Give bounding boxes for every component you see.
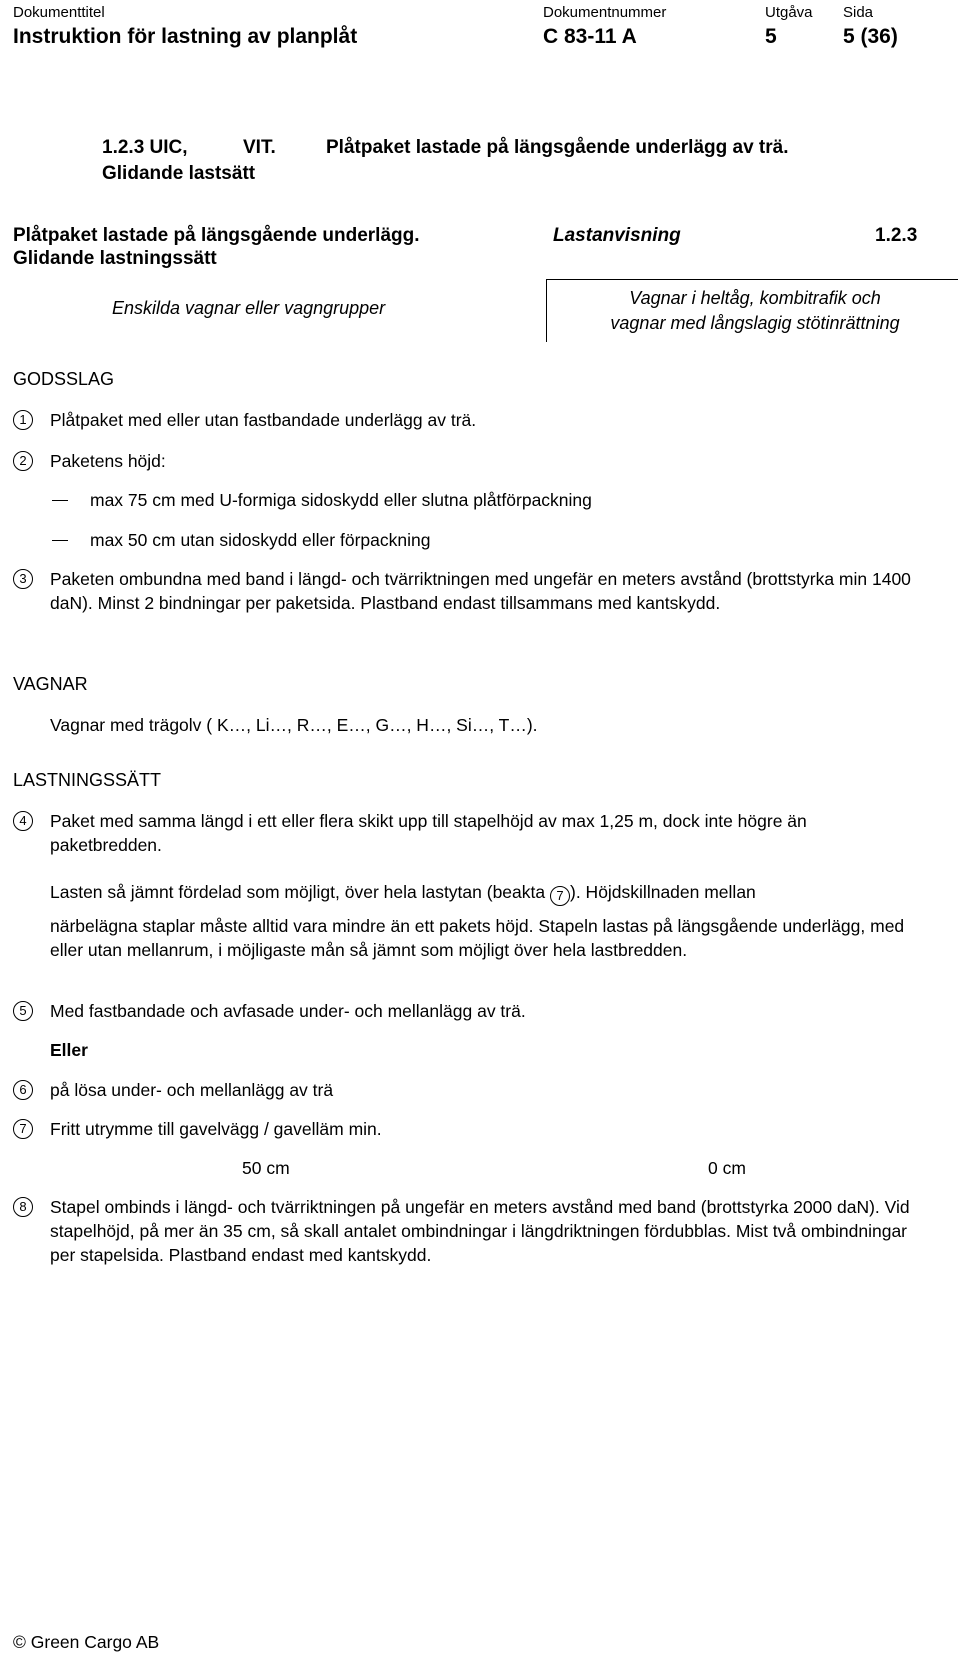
eller-label: Eller (50, 1040, 88, 1060)
item-number-1: 1 (13, 410, 33, 430)
doc-number: C 83-11 A (543, 25, 637, 48)
page-label: Sida (843, 4, 874, 21)
column-divider-vertical (546, 279, 547, 342)
item-number-8: 8 (13, 1197, 33, 1217)
height-limit-2: max 50 cm utan sidoskydd eller förpackning (90, 530, 431, 550)
doc-number-label: Dokumentnummer (543, 4, 667, 21)
distribution-line-1 (50, 880, 756, 906)
sheet-subtitle: Glidande lastningssätt (13, 248, 217, 269)
sheet-title: Plåtpaket lastade på längsgående underlägg. (13, 225, 420, 246)
column-right-line1: Vagnar i heltåg, kombitrafik och (629, 288, 881, 308)
gap-block-trains: 0 cm (708, 1158, 746, 1178)
item-number-7: 7 (13, 1119, 33, 1139)
dash-bullet-1 (52, 500, 68, 501)
lastningssatt-heading: LASTNINGSSÄTT (13, 770, 162, 790)
dash-bullet-2 (52, 540, 68, 541)
item-reference-7: 7 (550, 886, 570, 906)
item-number-4: 4 (13, 811, 33, 831)
height-limit-1: max 75 cm med U-formiga sidoskydd eller slutna plåtförpackning (90, 490, 592, 510)
distribution-paragraph: närbelägna staplar måste alltid vara mindre än ett pakets höjd. Stapeln lastas på längsgående underlägg, med eller utan mellanrum, i möjligaste mån så jämnt som möjligt över hela lastbredden. (50, 916, 905, 960)
lastningssatt-item-8: Stapel ombinds i längd- och tvärriktningen på ungefär en meters avstånd med band (brottstyrka 2000 daN). Vid stapelhöjd, på mer än 35 cm, så skall antalet ombindningar i längdriktningen fördubblas. Mist två ombindningar per stapelsida. Plastband endast med kantskydd. (50, 1197, 910, 1265)
column-right-line2: vagnar med långslagig stötinrättning (610, 313, 900, 333)
lastanvisning-label: Lastanvisning (553, 225, 681, 246)
lastningssatt-item-6: på lösa under- och mellanlägg av trä (50, 1080, 334, 1100)
column-left-heading: Enskilda vagnar eller vagngrupper (112, 298, 386, 318)
distribution-text-a: Lasten så jämnt fördelad som möjligt, över hela lastytan (beakta (50, 882, 546, 902)
gap-individual-wagons: 50 cm (242, 1158, 290, 1178)
footer-copyright: © Green Cargo AB (13, 1632, 160, 1652)
section-category: VIT. (243, 137, 276, 158)
lastanvisning-ref: 1.2.3 (875, 225, 918, 246)
edition-label: Utgåva (765, 4, 813, 21)
godsslag-item-1: Plåtpaket med eller utan fastbandade underlägg av trä. (50, 410, 477, 430)
item-number-2: 2 (13, 451, 33, 471)
lastningssatt-item-7: Fritt utrymme till gavelvägg / gavelläm min. (50, 1119, 382, 1139)
section-number: 1.2.3 UIC, (102, 137, 188, 158)
godsslag-heading: GODSSLAG (13, 369, 115, 389)
vagnar-text: Vagnar med trägolv ( K…, Li…, R…, E…, G…, H…, Si…, T…). (50, 715, 538, 735)
doc-title: Instruktion för lastning av planplåt (13, 25, 358, 48)
edition: 5 (765, 25, 777, 48)
item-number-3: 3 (13, 569, 33, 589)
distribution-text-b: ). Höjdskillnaden mellan (570, 882, 756, 902)
godsslag-item-3: Paketen ombundna med band i längd- och tvärriktningen med ungefär en meters avstånd (brottstyrka min 1400 daN). Minst 2 bindningar per paketsida. Plastband endast tillsammans med kantskydd. (50, 569, 911, 613)
item-number-5: 5 (13, 1001, 33, 1021)
doc-title-label: Dokumenttitel (13, 4, 105, 21)
item-number-6: 6 (13, 1080, 33, 1100)
vagnar-heading: VAGNAR (13, 674, 88, 694)
column-right-heading (560, 286, 950, 336)
godsslag-item-2: Paketens höjd: (50, 451, 166, 471)
lastningssatt-item-5: Med fastbandade och avfasade under- och mellanlägg av trä. (50, 1001, 526, 1021)
section-subheading: Glidande lastsätt (102, 163, 256, 184)
lastningssatt-item-4: Paket med samma längd i ett eller flera skikt upp till stapelhöjd av max 1,25 m, dock inte högre än paketbredden. (50, 811, 807, 855)
page-number: 5 (36) (843, 25, 898, 48)
section-heading: Plåtpaket lastade på längsgående underlägg av trä. (326, 137, 789, 158)
column-divider-top (546, 279, 958, 280)
